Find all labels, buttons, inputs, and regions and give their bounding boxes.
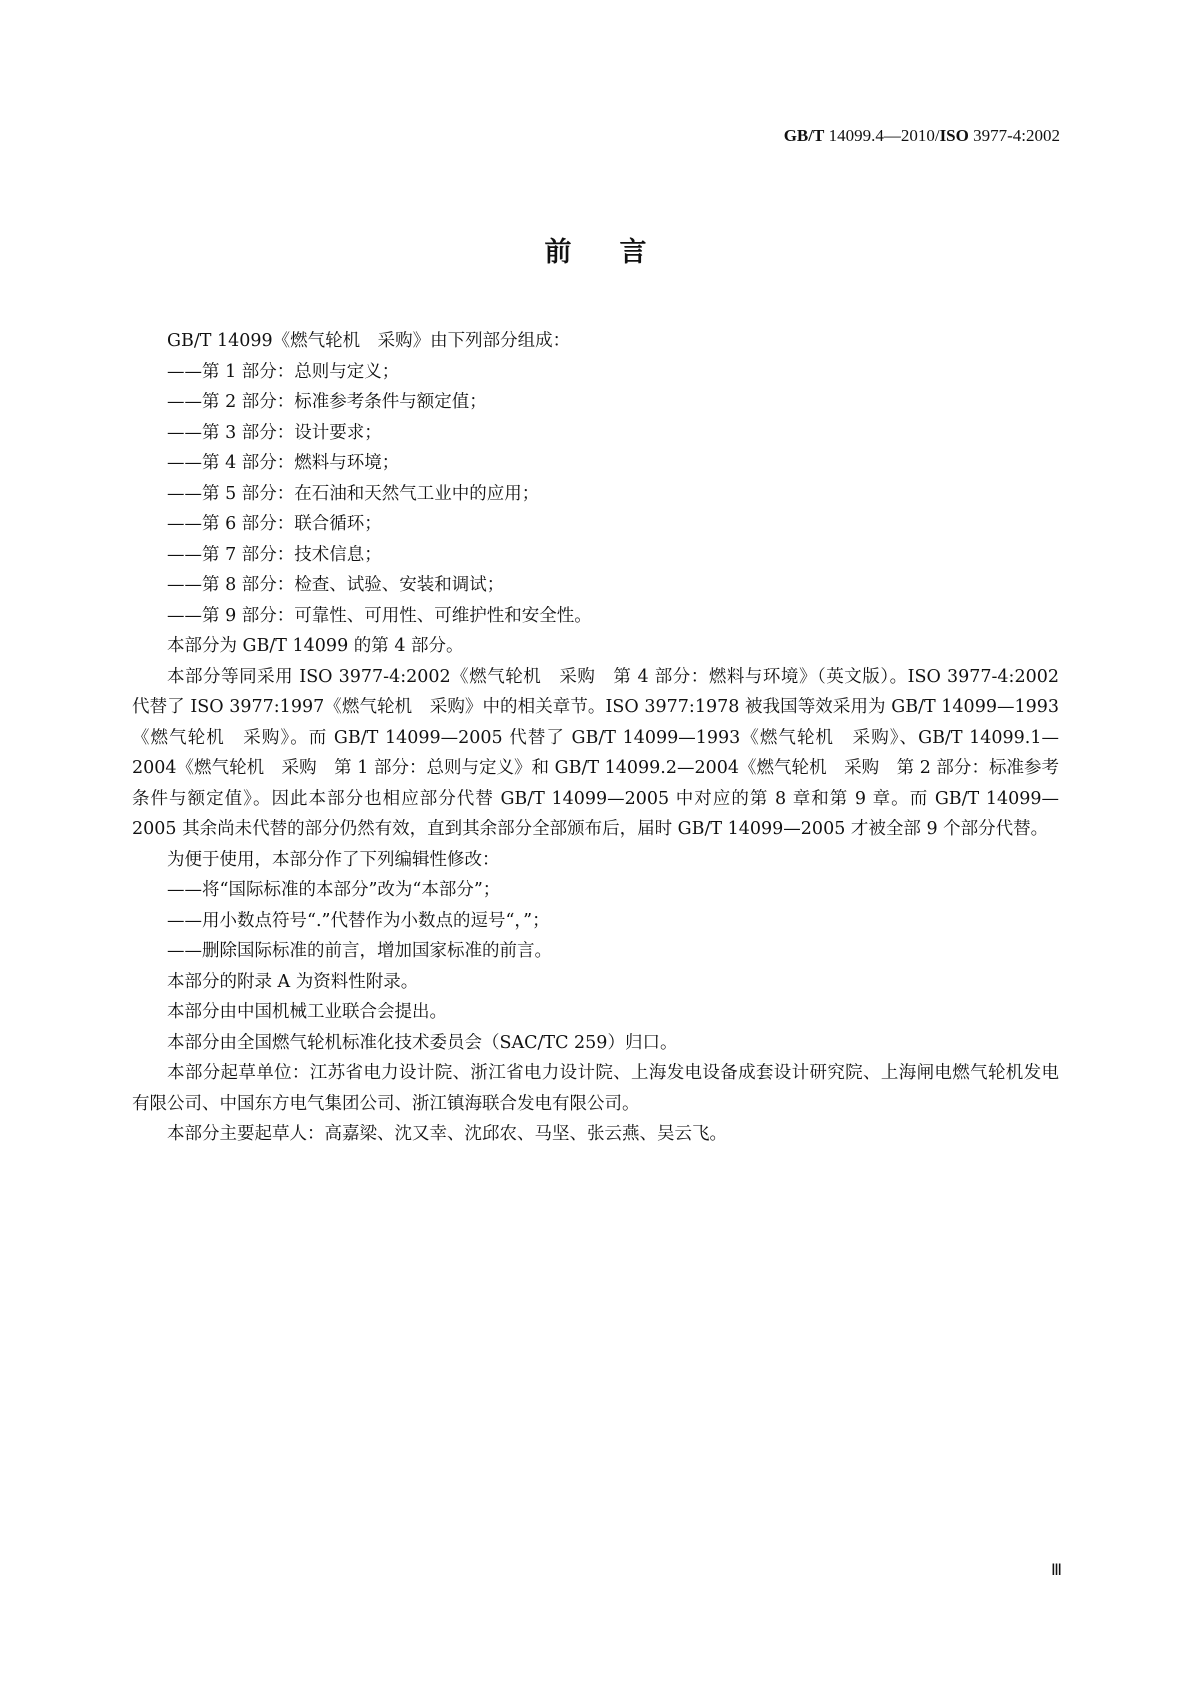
list-item: ——第 8 部分：检查、试验、安装和调试；: [167, 575, 505, 595]
list-item: ——将“国际标准的本部分”改为“本部分”；: [167, 880, 501, 900]
header-iso-code: ISO: [939, 126, 969, 145]
standard-number-header: [784, 126, 1060, 146]
paragraph: 本部分为 GB/T 14099 的第 4 部分。: [167, 636, 464, 656]
list-item: ——删除国际标准的前言，增加国家标准的前言。: [167, 941, 552, 961]
paragraph: GB/T 14099《燃气轮机 采购》由下列部分组成：: [167, 331, 571, 351]
list-item: ——第 6 部分：联合循环；: [167, 514, 382, 534]
header-std-code: GB/T: [783, 126, 825, 145]
page-number: Ⅲ: [1050, 1562, 1062, 1579]
list-item: ——第 4 部分：燃料与环境；: [167, 453, 400, 473]
page-title: 前言: [544, 237, 695, 268]
paragraph: 本部分由中国机械工业联合会提出。: [167, 1002, 447, 1022]
header-std-number: 14099.4—2010/: [824, 126, 940, 145]
list-item: ——第 9 部分：可靠性、可用性、可维护性和安全性。: [167, 605, 592, 626]
list-item: ——第 3 部分：设计要求；: [167, 422, 382, 443]
paragraph: 本部分等同采用 ISO 3977-4:2002《燃气轮机 采购 第 4 部分：燃料与环境》（英文版）。ISO 3977-4:2002 代替了 ISO 3977:1997《燃气轮机 采购》中的相关章节。ISO 3977:1978 被我国等效采用为 GB/T 14099—1993《燃气轮机 采购》。而 GB/T 14099—2005 代替了 GB/T 14099—1993《燃气轮机 采购》、GB/T 14099.1—2004《燃气轮机 采购 第 1 部分：总则与定义》和 GB/T 14099.2—2004《燃气轮机 采购 第 2 部分：标准参考条件与额定值》。因此本部分也相应部分代替 GB/T 14099—2005 中对应的第 8 章和第 9 章。而 GB/T 14099—2005 其余尚未代替的部分仍然有效，直到其余部分全部颁布后，届时 GB/T 14099—2005 才被全部 9 个部分代替。: [132, 666, 1059, 839]
paragraph: 本部分主要起草人：高嘉梁、沈又幸、沈邱农、马坚、张云燕、吴云飞。: [167, 1124, 727, 1144]
list-item: ——第 7 部分：技术信息；: [167, 544, 382, 565]
paragraph: 本部分起草单位：江苏省电力设计院、浙江省电力设计院、上海发电设备成套设计研究院、上海闸电燃气轮机发电有限公司、中国东方电气集团公司、浙江镇海联合发电有限公司。: [132, 1063, 1059, 1114]
paragraph: 本部分由全国燃气轮机标准化技术委员会（SAC/TC 259）归口。: [167, 1032, 678, 1053]
paragraph: 为便于使用，本部分作了下列编辑性修改：: [167, 849, 500, 870]
list-item: ——第 5 部分：在石油和天然气工业中的应用；: [167, 483, 540, 504]
list-item: ——用小数点符号“.”代替作为小数点的逗号“，”；: [167, 910, 550, 931]
paragraph: 本部分的附录 A 为资料性附录。: [167, 971, 419, 992]
foreword-body: [132, 326, 1059, 1150]
list-item: ——第 1 部分：总则与定义；: [167, 361, 400, 382]
header-iso-number: 3977-4:2002: [968, 126, 1060, 145]
list-item: ——第 2 部分：标准参考条件与额定值；: [167, 392, 487, 412]
